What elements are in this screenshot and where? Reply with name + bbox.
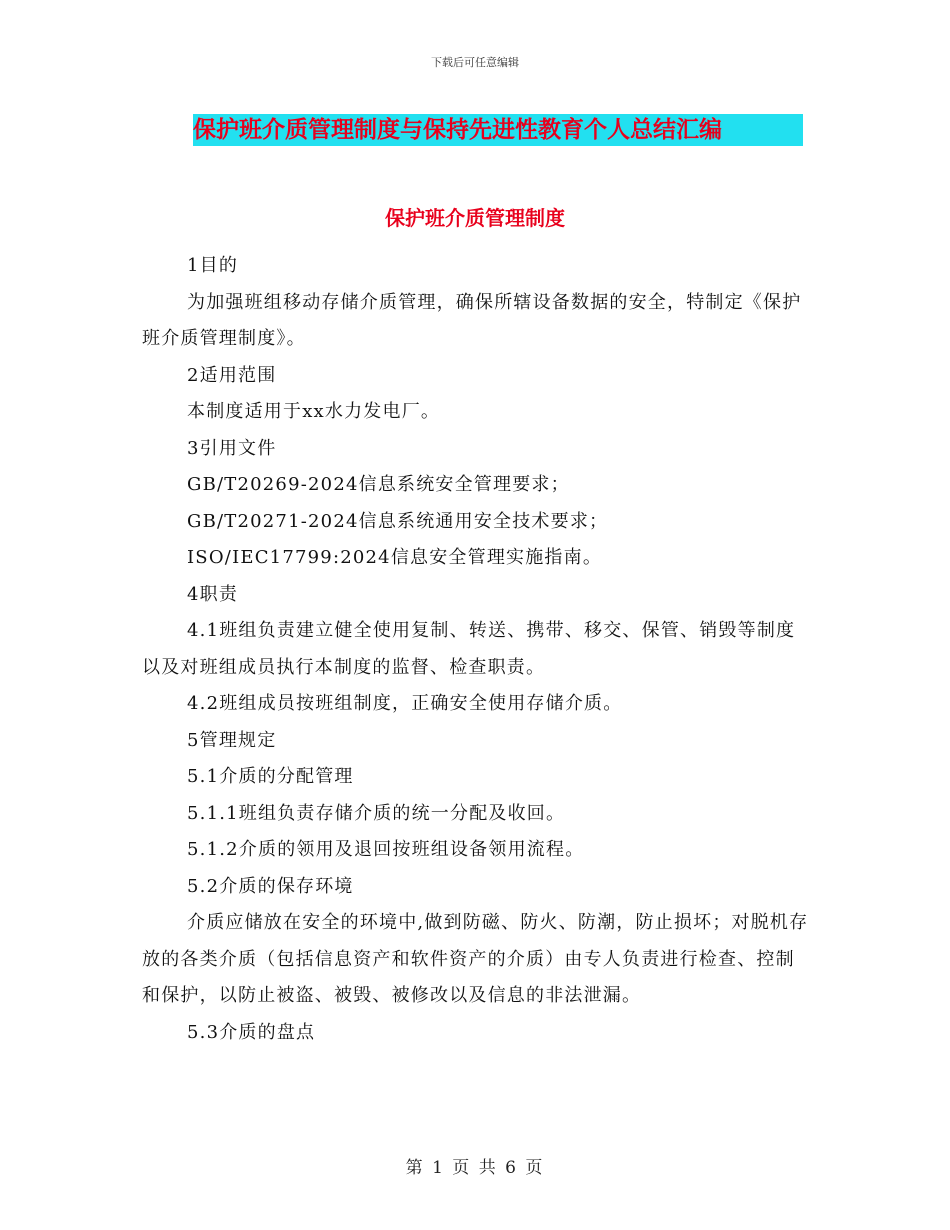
paragraph: 2适用范围 [187,364,277,386]
paragraph: 5.3介质的盘点 [187,1021,316,1043]
paragraph: 为加强班组移动存储介质管理，确保所辖设备数据的安全，特制定《保护班介质管理制度》。 [142,291,802,349]
document-title: 保护班介质管理制度与保持先进性教育个人总结汇编 [193,114,803,146]
paragraph: GB/T20271-2024信息系统通用安全技术要求； [187,510,609,532]
paragraph: 4职责 [187,583,239,605]
paragraph: 5.2介质的保存环境 [187,875,354,897]
paragraph: 5.1介质的分配管理 [187,766,354,787]
page-header: 下载后可任意编辑 [431,56,519,69]
paragraph: 介质应储放在安全的环境中,做到防磁、防火、防潮，防止损坏；对脱机存放的各类介质（包括信息资产和软件资产的介质）由专人负责进行检查、控制和保护，以防止被盗、被毁、被修改以及信息的非法泄漏。 [142,912,809,1006]
paragraph: 5管理规定 [187,729,277,751]
paragraph: 本制度适用于xx水力发电厂。 [187,401,441,422]
page-footer: 第 1 页 共 6 页 [405,1158,545,1178]
paragraph: 1目的 [187,255,239,276]
section-title: 保护班介质管理制度 [385,206,565,230]
document-body [142,248,812,1051]
paragraph: 5.1.2介质的领用及退回按班组设备领用流程。 [187,839,585,860]
paragraph: 3引用文件 [187,437,277,459]
paragraph: GB/T20269-2024信息系统安全管理要求； [187,474,570,495]
paragraph: 4.2班组成员按班组制度，正确安全使用存储介质。 [187,693,623,714]
paragraph: 5.1.1班组负责存储介质的统一分配及收回。 [187,802,566,824]
paragraph: ISO/IEC17799:2024信息安全管理实施指南。 [187,547,603,568]
paragraph: 4.1班组负责建立健全使用复制、转送、携带、移交、保管、销毁等制度以及对班组成员执行本制度的监督、检查职责。 [142,620,796,678]
